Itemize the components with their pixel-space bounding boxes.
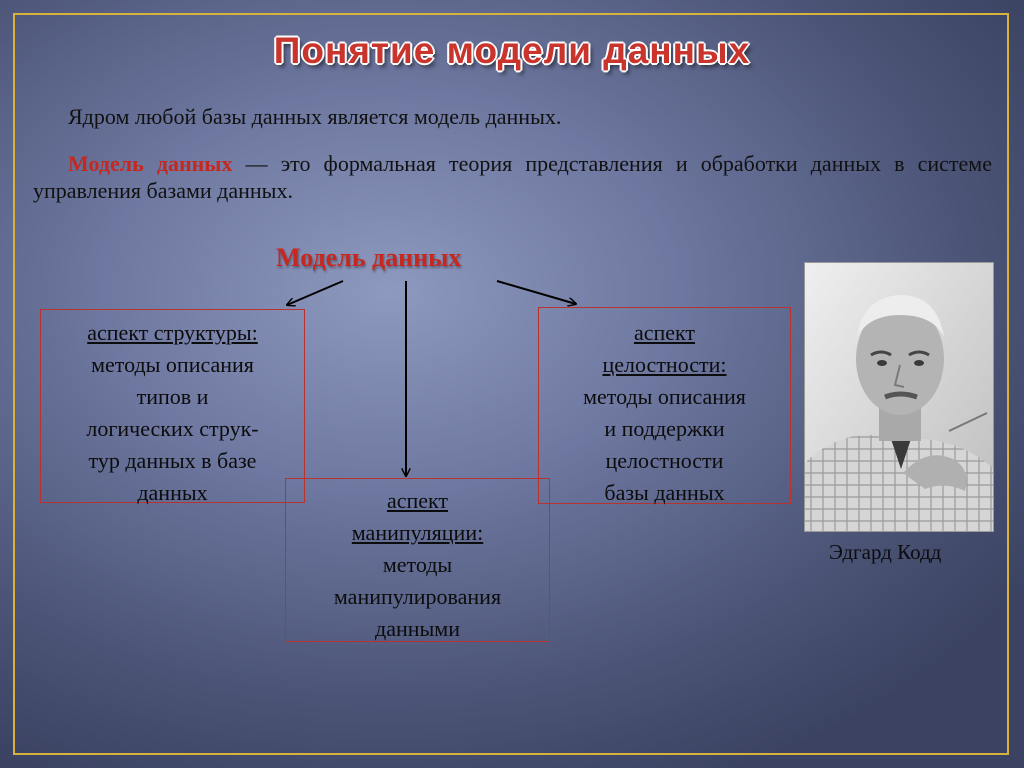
integrity-aspect-head: целостности:	[602, 352, 727, 377]
manipulation-line: манипулирования	[333, 584, 502, 609]
structure-aspect-box	[40, 309, 305, 503]
definition-term: Модель данных	[68, 151, 233, 176]
codd-portrait-photo	[804, 262, 994, 532]
structure-line: тур данных в базе	[88, 448, 257, 473]
arrow-to-structure	[287, 281, 343, 305]
manipulation-line: методы	[382, 552, 453, 577]
structure-line: логических струк-	[86, 416, 259, 441]
integrity-aspect-head: аспект	[633, 320, 696, 345]
integrity-aspect-box	[538, 307, 791, 504]
integrity-line: целостности	[605, 448, 724, 473]
manipulation-aspect-head: аспект	[386, 488, 449, 513]
diagram-center-label: Модель данных	[276, 243, 462, 272]
structure-line: данных	[137, 480, 208, 505]
slide-title: Понятие модели данных	[273, 30, 751, 71]
portrait-caption: Эдгард Кодд	[829, 540, 942, 564]
manipulation-aspect-box	[285, 478, 550, 642]
manipulation-aspect-head: манипуляции:	[351, 520, 484, 545]
integrity-line: методы описания	[583, 384, 746, 409]
structure-line: методы описания	[91, 352, 254, 377]
arrow-to-integrity	[497, 281, 576, 304]
portrait-illustration	[805, 263, 993, 531]
structure-aspect-head: аспект структуры:	[87, 320, 258, 345]
integrity-line: и поддержки	[604, 416, 725, 441]
structure-line: типов и	[136, 384, 209, 409]
integrity-line: базы данных	[604, 480, 725, 505]
intro-text: Ядром любой базы данных является модель данных.	[68, 104, 562, 129]
definition-text: — это формальная теория представления и обработки данных в системе управления базами данных.	[33, 151, 992, 203]
manipulation-line: данными	[375, 616, 460, 641]
